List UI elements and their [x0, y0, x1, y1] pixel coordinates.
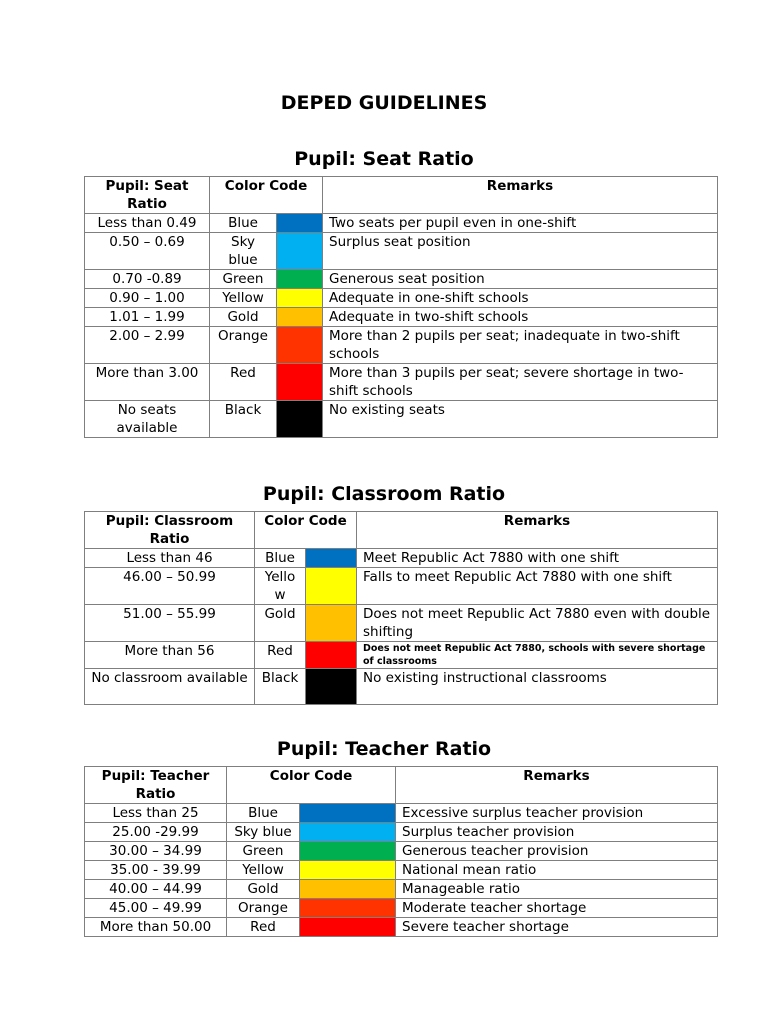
- remark-cell: Two seats per pupil even in one-shift: [323, 214, 718, 233]
- classroom-ratio-table: [84, 511, 718, 705]
- table-row: [85, 233, 718, 270]
- remarks-header: Remarks: [396, 767, 718, 804]
- remark-cell: Generous teacher provision: [396, 842, 718, 861]
- color-name-cell: Gold: [227, 880, 300, 899]
- color-name-cell: Gold: [255, 605, 306, 642]
- remark-cell: No existing instructional classrooms: [357, 669, 718, 705]
- remark-cell: Surplus teacher provision: [396, 823, 718, 842]
- color-swatch: [300, 842, 396, 861]
- color-swatch: [277, 327, 323, 364]
- document-title: DEPED GUIDELINES: [280, 92, 488, 114]
- table-row: [85, 327, 718, 364]
- color-swatch: [277, 289, 323, 308]
- remark-cell: More than 2 pupils per seat; inadequate in two-shift schools: [323, 327, 718, 364]
- ratio-cell: 45.00 – 49.99: [85, 899, 227, 918]
- ratio-cell: 2.00 – 2.99: [85, 327, 210, 364]
- seat-ratio-table: [84, 176, 718, 438]
- remarks-header: Remarks: [357, 512, 718, 549]
- color-name-cell: Red: [210, 364, 277, 401]
- color-swatch: [277, 233, 323, 270]
- table-row: [85, 549, 718, 568]
- ratio-cell: More than 50.00: [85, 918, 227, 937]
- ratio-cell: 40.00 – 44.99: [85, 880, 227, 899]
- ratio-cell: 25.00 -29.99: [85, 823, 227, 842]
- ratio-header: Pupil: Classroom Ratio: [85, 512, 255, 549]
- color-swatch: [306, 549, 357, 568]
- color-swatch: [300, 861, 396, 880]
- color-swatch: [277, 270, 323, 289]
- color-code-header: Color Code: [255, 512, 357, 549]
- color-swatch: [306, 568, 357, 605]
- ratio-header: Pupil: Teacher Ratio: [85, 767, 227, 804]
- table-row: [85, 804, 718, 823]
- color-name-cell: Yellow: [227, 861, 300, 880]
- color-name-cell: Blue: [210, 214, 277, 233]
- remark-cell: Does not meet Republic Act 7880 even with double shifting: [357, 605, 718, 642]
- color-swatch: [306, 605, 357, 642]
- table-row: [85, 842, 718, 861]
- table-header-row: [85, 767, 718, 804]
- table-row: [85, 401, 718, 438]
- teacher-ratio-table: [84, 766, 718, 937]
- color-name-cell: Orange: [227, 899, 300, 918]
- color-swatch: [277, 308, 323, 327]
- remark-cell: Meet Republic Act 7880 with one shift: [357, 549, 718, 568]
- remark-cell: Adequate in one-shift schools: [323, 289, 718, 308]
- remark-cell: No existing seats: [323, 401, 718, 438]
- color-name-cell: Gold: [210, 308, 277, 327]
- table-row: [85, 669, 718, 705]
- remark-cell: Adequate in two-shift schools: [323, 308, 718, 327]
- ratio-cell: More than 3.00: [85, 364, 210, 401]
- table-row: [85, 568, 718, 605]
- ratio-cell: Less than 25: [85, 804, 227, 823]
- color-swatch: [277, 401, 323, 438]
- color-name-cell: Yellow: [210, 289, 277, 308]
- table-row: [85, 214, 718, 233]
- table-row: [85, 605, 718, 642]
- table-row: [85, 918, 718, 937]
- remark-cell: Severe teacher shortage: [396, 918, 718, 937]
- remark-cell: Surplus seat position: [323, 233, 718, 270]
- color-name-cell: Black: [210, 401, 277, 438]
- table-row: [85, 823, 718, 842]
- ratio-cell: No classroom available: [85, 669, 255, 705]
- color-name-cell: Green: [210, 270, 277, 289]
- remark-cell: Generous seat position: [323, 270, 718, 289]
- table-row: [85, 899, 718, 918]
- color-name-cell: Sky blue: [210, 233, 277, 270]
- table-row: [85, 270, 718, 289]
- remark-cell: Excessive surplus teacher provision: [396, 804, 718, 823]
- color-name-cell: Blue: [255, 549, 306, 568]
- color-code-header: Color Code: [227, 767, 396, 804]
- color-swatch: [306, 669, 357, 705]
- color-name-cell: Red: [255, 642, 306, 669]
- color-code-header: Color Code: [210, 177, 323, 214]
- color-name-cell: Red: [227, 918, 300, 937]
- table-row: [85, 861, 718, 880]
- classroom-section-title: Pupil: Classroom Ratio: [262, 483, 506, 505]
- color-swatch: [306, 642, 357, 669]
- color-name-cell: Blue: [227, 804, 300, 823]
- teacher-section-title: Pupil: Teacher Ratio: [276, 738, 492, 760]
- ratio-cell: No seats available: [85, 401, 210, 438]
- color-name-cell: Sky blue: [227, 823, 300, 842]
- color-name-cell: Black: [255, 669, 306, 705]
- remark-cell: More than 3 pupils per seat; severe shortage in two-shift schools: [323, 364, 718, 401]
- color-swatch: [300, 899, 396, 918]
- ratio-header: Pupil: Seat Ratio: [85, 177, 210, 214]
- remark-cell: Falls to meet Republic Act 7880 with one shift: [357, 568, 718, 605]
- ratio-cell: More than 56: [85, 642, 255, 669]
- ratio-cell: 0.70 -0.89: [85, 270, 210, 289]
- table-header-row: [85, 512, 718, 549]
- ratio-cell: 51.00 – 55.99: [85, 605, 255, 642]
- color-name-cell: Yellow: [255, 568, 306, 605]
- color-swatch: [300, 823, 396, 842]
- table-row: [85, 289, 718, 308]
- color-swatch: [300, 804, 396, 823]
- table-row: [85, 308, 718, 327]
- table-row: [85, 880, 718, 899]
- color-swatch: [300, 880, 396, 899]
- remark-cell: Moderate teacher shortage: [396, 899, 718, 918]
- table-row: [85, 642, 718, 669]
- color-name-cell: Orange: [210, 327, 277, 364]
- table-header-row: [85, 177, 718, 214]
- color-swatch: [277, 214, 323, 233]
- ratio-cell: 0.50 – 0.69: [85, 233, 210, 270]
- color-swatch: [277, 364, 323, 401]
- remarks-header: Remarks: [323, 177, 718, 214]
- color-swatch: [300, 918, 396, 937]
- ratio-cell: 35.00 - 39.99: [85, 861, 227, 880]
- table-row: [85, 364, 718, 401]
- color-name-cell: Green: [227, 842, 300, 861]
- remark-cell: Does not meet Republic Act 7880, schools with severe shortage of classrooms: [357, 642, 718, 669]
- ratio-cell: Less than 46: [85, 549, 255, 568]
- remark-cell: National mean ratio: [396, 861, 718, 880]
- ratio-cell: Less than 0.49: [85, 214, 210, 233]
- ratio-cell: 1.01 – 1.99: [85, 308, 210, 327]
- seat-section-title: Pupil: Seat Ratio: [294, 148, 474, 170]
- ratio-cell: 46.00 – 50.99: [85, 568, 255, 605]
- ratio-cell: 30.00 – 34.99: [85, 842, 227, 861]
- ratio-cell: 0.90 – 1.00: [85, 289, 210, 308]
- remark-cell: Manageable ratio: [396, 880, 718, 899]
